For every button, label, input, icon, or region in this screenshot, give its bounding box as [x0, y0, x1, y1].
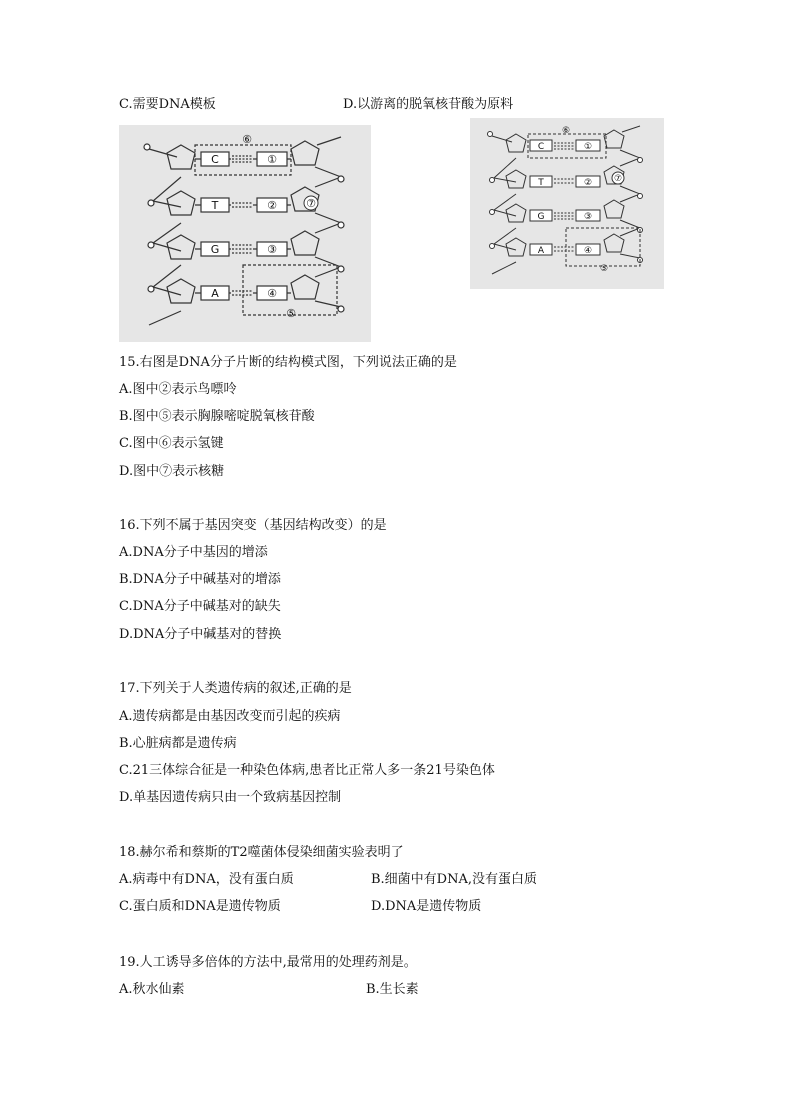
question-16-stem: 16.下列不属于基因突变（基因结构改变）的是 [119, 518, 387, 533]
question-16-option-a: A.DNA分子中基因的增添 [119, 545, 268, 560]
base-a-left: A [211, 287, 219, 300]
base-t-left: T [211, 199, 219, 212]
number-1-right: ① [583, 142, 593, 152]
base-g-right: G [537, 212, 545, 222]
base-c-right: C [537, 142, 545, 152]
label-6-right: ⑥ [561, 126, 571, 136]
question-17-option-a: A.遗传病都是由基因改变而引起的疾病 [119, 709, 341, 724]
question-16-option-d: D.DNA分子中碱基对的替换 [119, 627, 282, 642]
number-2-right: ② [583, 178, 593, 188]
question-16-option-b: B.DNA分子中碱基对的增添 [119, 572, 281, 587]
base-a-right: A [537, 246, 545, 256]
question-16-option-c: C.DNA分子中碱基对的缺失 [119, 599, 281, 614]
question-18-option-a: A.病毒中有DNA，没有蛋白质 [119, 872, 294, 887]
label-5-right: ⑤ [599, 264, 609, 274]
question-15-option-b: B.图中⑤表示胸腺嘧啶脱氧核苷酸 [119, 409, 315, 424]
question-15-stem: 15.右图是DNA分子片断的结构模式图，下列说法正确的是 [119, 355, 457, 370]
option-d-prev: D.以游离的脱氧核苷酸为原料 [343, 97, 514, 112]
number-3-left: ③ [267, 243, 277, 256]
question-19-option-a: A.秋水仙素 [119, 982, 185, 997]
base-c-left: C [211, 153, 219, 166]
number-4-right: ④ [583, 246, 593, 256]
number-1-left: ① [267, 153, 277, 166]
dna-figure-right [470, 118, 664, 289]
question-18-option-b: B.细菌中有DNA,没有蛋白质 [371, 872, 538, 887]
label-7-right: ⑦ [613, 174, 623, 184]
label-6-left: ⑥ [242, 133, 252, 146]
question-19-option-b: B.生长素 [366, 982, 419, 997]
question-17-option-b: B.心脏病都是遗传病 [119, 736, 237, 751]
question-19-stem: 19.人工诱导多倍体的方法中,最常用的处理药剂是。 [119, 955, 417, 970]
dna-figure-left [119, 125, 371, 342]
question-15-option-a: A.图中②表示鸟嘌呤 [119, 382, 237, 397]
number-3-right: ③ [583, 212, 593, 222]
question-18-option-d: D.DNA是遗传物质 [371, 899, 482, 914]
option-c-prev: C.需要DNA模板 [119, 97, 216, 112]
number-2-left: ② [267, 199, 277, 212]
question-17-stem: 17.下列关于人类遗传病的叙述,正确的是 [119, 681, 352, 696]
number-4-left: ④ [267, 287, 277, 300]
base-t-right: T [538, 178, 544, 188]
label-5-left: ⑤ [286, 307, 296, 320]
base-g-left: G [210, 243, 220, 256]
label-7-left: ⑦ [306, 197, 316, 210]
question-15-option-d: D.图中⑦表示核糖 [119, 464, 225, 479]
question-18-option-c: C.蛋白质和DNA是遗传物质 [119, 899, 281, 914]
question-17-option-d: D.单基因遗传病只由一个致病基因控制 [119, 790, 342, 805]
question-15-option-c: C.图中⑥表示氢键 [119, 436, 224, 451]
question-17-option-c: C.21三体综合征是一种染色体病,患者比正常人多一条21号染色体 [119, 763, 495, 778]
question-18-stem: 18.赫尔希和蔡斯的T2噬菌体侵染细菌实验表明了 [119, 845, 404, 860]
